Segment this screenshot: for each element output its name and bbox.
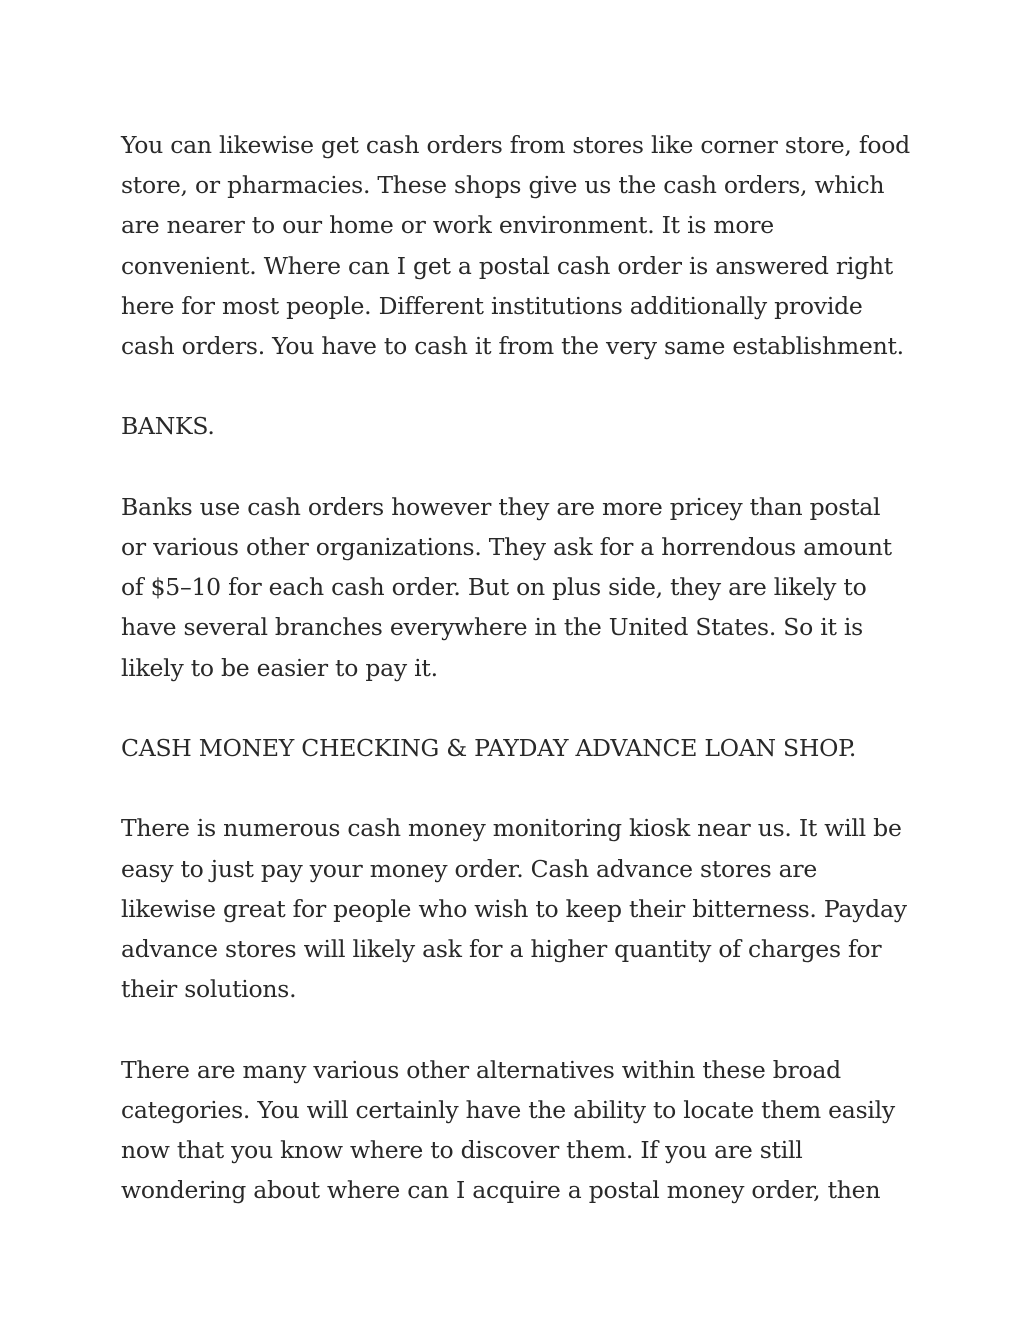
paragraph-cash-checking: There is numerous cash money monitoring kiosk near us. It will be easy to just pay your money order. Cash advance stores are likewise great for people who wish to keep their bitterness. Payday advance stores will likely ask for a higher quantity of charges for their solutions.: [121, 814, 907, 1004]
document-page: [121, 125, 911, 1210]
paragraph-alternatives: There are many various other alternatives within these broad categories. You will certainly have the ability to locate them easily now that you know where to discover them. If you are still wondering about where can I acquire a postal money order, then: [121, 1055, 895, 1205]
heading-cash-checking: CASH MONEY CHECKING & PAYDAY ADVANCE LOAN SHOP.: [121, 734, 857, 762]
paragraph-banks: Banks use cash orders however they are more pricey than postal or various other organizations. They ask for a horrendous amount of $5–10 for each cash order. But on plus side, they are likely to have several branches everywhere in the United States. So it is likely to be easier to pay it.: [121, 492, 892, 682]
paragraph-intro: You can likewise get cash orders from stores like corner store, food store, or pharmacies. These shops give us the cash orders, which are nearer to our home or work environment. It is more convenient. Where can I get a postal cash order is answered right here for most people. Different institutions additionally provide cash orders. You have to cash it from the very same establishment.: [121, 131, 910, 361]
heading-banks: BANKS.: [121, 412, 215, 441]
